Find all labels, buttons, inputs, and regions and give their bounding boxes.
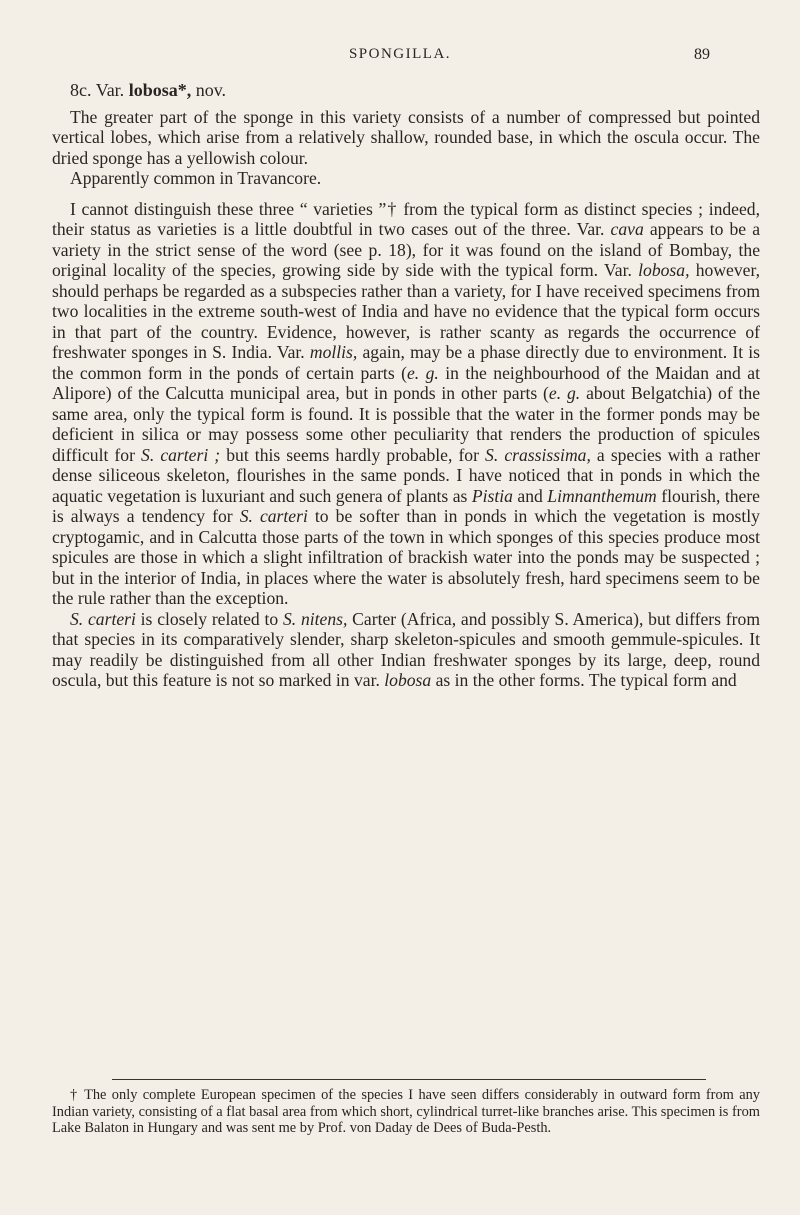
italic-term: S. crassissima, [485, 444, 591, 465]
text-run: and [512, 485, 548, 506]
running-head [0, 46, 800, 70]
paragraph-comparison [52, 609, 760, 691]
variety-name: lobosa*, [128, 80, 192, 100]
page-number: 89 [694, 46, 710, 63]
variety-label: Var. [95, 80, 125, 100]
text-run: I cannot distinguish these three “ varieties ”† from the typical form as distinct species ; indeed, their status as varieties is a little doubtful in two cases out of the three. Var. [52, 198, 760, 239]
section-number: 8c. [70, 80, 92, 100]
italic-term: S. carteri [70, 608, 136, 629]
italic-term: S. nitens, [282, 608, 348, 629]
text-run: however, should perhaps be regarded as a subspecies rather than a variety, for I have received specimens from two localities in the extreme south-west of India and have no evidence that the typical form occurs in that part of the country. Evidence, however, is rather scanty as regards the occurrence of freshwater sponges in S. India. Var. [52, 260, 760, 362]
italic-term: e. g. [548, 383, 581, 403]
footnote: † The only complete European specimen of the species I have seen differs considerably in outward form from any Indian variety, consisting of a flat basal area from which short, cylindrical turret-like branches arise. This specimen is from Lake Balaton in Hungary and was sent me by Prof. von Daday de Dees of Buda-Pesth. [52, 1087, 760, 1136]
body-text [52, 80, 760, 691]
italic-term: lobosa [384, 670, 432, 690]
paragraph-description [52, 107, 760, 169]
paragraph-distribution [52, 168, 760, 189]
italic-term: S. carteri [239, 506, 308, 526]
variety-note: nov. [195, 80, 227, 100]
text-run: flourish, there is always a tendency for [52, 485, 760, 526]
text-run: to be softer than in ponds in which the vegetation is mostly cryptogamic, and in Calcutta those parts of the town in which sponges of this species produce most spicules are those in which a slight infiltration of brackish water into the ponds may be suspected ; but in the interior of India, in places where the water is absolutely fresh, hard specimens seem to be the rule rather than the exception. [52, 506, 760, 608]
italic-term: mollis, [309, 342, 358, 362]
italic-term: Pistia [471, 485, 513, 506]
italic-term: cava [610, 219, 644, 239]
text-run: but this seems hardly probable, for [220, 444, 486, 465]
text-run: The greater part of the sponge in this variety consists of a number of compressed but pointed vertical lobes, which arise from a relatively shallow, rounded base, in which the oscula occur. The dried sponge has a yellowish colour. [52, 106, 760, 168]
text-run: as in the other forms. The typical form and [431, 670, 737, 690]
variety-heading [52, 80, 760, 101]
footnote-rule [112, 1079, 706, 1080]
text-run: a species with a rather dense siliceous skeleton, flourishes in the same ponds. I have noticed that in ponds in which the aquatic vegetation is luxuriant and such genera of plants as [52, 444, 760, 506]
text-run: about Belgatchia) of the same area, only the typical form is found. It is possible that the water in the former ponds may be deficient in silica or may possess some other peculiarity that renders the production of spicules difficult for [52, 383, 760, 465]
running-title: SPONGILLA. [348, 46, 452, 62]
text-run: again, may be a phase directly due to environment. It is the common form in the ponds of certain parts ( [52, 342, 760, 383]
text-run: Carter (Africa, and possibly S. America), but differs from that species in its comparatively slender, sharp skeleton-spicules and smooth gemmule-spicules. It may readily be distinguished from all other Indian freshwater sponges by its large, deep, round oscula, but this feature is not so marked in var. [52, 608, 761, 690]
text-run: appears to be a variety in the strict sense of the word (see p. 18), for it was found on the island of Bombay, the original locality of the species, growing side by side with the typical form. Var. [52, 219, 761, 280]
italic-term: S. carteri ; [141, 444, 221, 465]
italic-term: e. g. [406, 362, 439, 383]
paragraph-discussion [52, 199, 760, 609]
text-run: in the neighbourhood of the Maidan and at Alipore) of the Calcutta municipal area, but in ponds in other parts ( [52, 362, 760, 403]
text-run: is closely related to [135, 608, 283, 629]
italic-term: Limnanthemum [547, 485, 657, 506]
text-run: Apparently common in Travancore. [70, 168, 322, 188]
italic-term: lobosa, [638, 260, 690, 280]
